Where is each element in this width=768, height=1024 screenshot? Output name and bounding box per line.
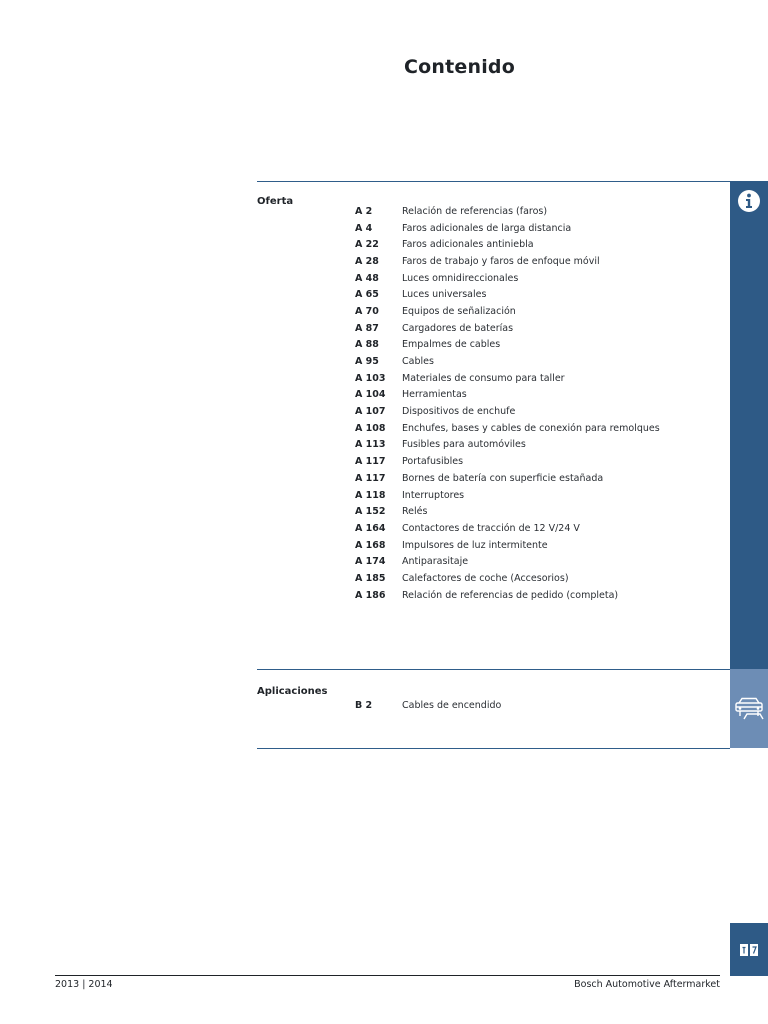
footer-brand: Bosch Automotive Aftermarket [574,979,720,990]
toc-entry[interactable] [355,286,660,303]
toc-entry[interactable] [355,387,660,404]
toc-entry-page-ref: A 168 [355,539,386,551]
side-tab-aplicaciones[interactable] [730,669,768,748]
section-divider [257,748,730,749]
toc-entry-title: Dispositivos de enchufe [402,406,516,418]
toc-entry-title: Relación de referencias (faros) [402,205,548,217]
toc-entry-title: Herramientas [402,389,467,401]
toc-entry[interactable] [355,303,660,320]
toc-entry-title: Cables [402,356,434,368]
toc-entry-page-ref: B 2 [355,699,373,711]
toc-entry[interactable] [355,353,660,370]
toc-entry-page-ref: A 22 [355,239,379,251]
toc-entry-title: Relación de referencias de pedido (completa) [402,589,619,601]
toc-entry[interactable] [355,203,660,220]
toc-entry[interactable] [355,587,660,604]
toc-entry[interactable] [355,503,660,520]
toc-entry[interactable] [355,470,660,487]
toc-entry-page-ref: A 152 [355,506,386,518]
book-icon [739,943,759,957]
toc-entry-page-ref: A 95 [355,356,379,368]
toc-entry-page-ref: A 4 [355,222,373,234]
toc-entry[interactable] [355,537,660,554]
toc-entry-title: Calefactores de coche (Accesorios) [402,572,569,584]
toc-entry-page-ref: A 185 [355,572,386,584]
toc-entry-page-ref: A 107 [355,406,386,418]
toc-entry-title: Cables de encendido [402,699,502,711]
toc-entry-title: Luces universales [402,289,487,301]
toc-entry[interactable] [355,553,660,570]
toc-entry[interactable] [355,520,660,537]
toc-entry-title: Interruptores [402,489,465,501]
toc-entry[interactable] [355,487,660,504]
toc-entry-page-ref: A 174 [355,556,386,568]
toc-entry[interactable] [355,420,660,437]
toc-entry-title: Bornes de batería con superficie estañada [402,472,604,484]
section-divider [257,181,730,182]
toc-entry-title: Equipos de señalización [402,305,516,317]
toc-entry[interactable] [355,697,501,714]
section-label-aplicaciones: Aplicaciones [257,686,328,697]
toc-entry-page-ref: A 2 [355,205,373,217]
toc-entry[interactable] [355,320,660,337]
toc-entry-page-ref: A 48 [355,272,379,284]
side-tab-index[interactable] [730,923,768,976]
toc-entry[interactable] [355,453,660,470]
toc-entry[interactable] [355,236,660,253]
toc-entry-page-ref: A 104 [355,389,386,401]
section-divider [257,669,730,670]
toc-entry-page-ref: A 108 [355,422,386,434]
toc-entry-page-ref: A 117 [355,472,386,484]
toc-entry-title: Contactores de tracción de 12 V/24 V [402,522,580,534]
toc-entry[interactable] [355,570,660,587]
side-tab-oferta[interactable] [730,181,768,669]
toc-entry-title: Faros adicionales antiniebla [402,239,534,251]
toc-entry-title: Empalmes de cables [402,339,501,351]
aplicaciones-entry-list [355,697,501,714]
toc-entry-page-ref: A 117 [355,456,386,468]
toc-entry-title: Faros adicionales de larga distancia [402,222,572,234]
footer-divider [55,975,720,976]
car-icon [734,697,764,721]
toc-entry[interactable] [355,437,660,454]
toc-entry[interactable] [355,337,660,354]
info-icon [737,189,761,213]
toc-entry-title: Relés [402,506,428,518]
toc-entry[interactable] [355,253,660,270]
toc-entry-title: Luces omnidireccionales [402,272,519,284]
toc-entry-title: Faros de trabajo y faros de enfoque móvil [402,255,600,267]
toc-entry-page-ref: A 70 [355,305,379,317]
toc-entry-page-ref: A 28 [355,255,379,267]
toc-entry[interactable] [355,370,660,387]
toc-entry-page-ref: A 164 [355,522,386,534]
page-title: Contenido [404,56,515,78]
toc-entry-page-ref: A 186 [355,589,386,601]
toc-entry[interactable] [355,403,660,420]
toc-entry-title: Materiales de consumo para taller [402,372,565,384]
toc-entry-page-ref: A 88 [355,339,379,351]
toc-entry-title: Portafusibles [402,456,464,468]
toc-entry-title: Antiparasitaje [402,556,469,568]
toc-entry[interactable] [355,220,660,237]
toc-entry-page-ref: A 118 [355,489,386,501]
section-label-oferta: Oferta [257,196,294,207]
toc-entry-title: Cargadores de baterías [402,322,514,334]
toc-entry-page-ref: A 113 [355,439,386,451]
footer-years: 2013 | 2014 [55,979,113,990]
toc-entry-page-ref: A 65 [355,289,379,301]
toc-entry-title: Impulsores de luz intermitente [402,539,548,551]
toc-entry-title: Fusibles para automóviles [402,439,526,451]
toc-entry-page-ref: A 87 [355,322,379,334]
toc-entry-page-ref: A 103 [355,372,386,384]
oferta-entry-list [355,203,660,604]
toc-entry-title: Enchufes, bases y cables de conexión para remolques [402,422,660,434]
toc-entry[interactable] [355,270,660,287]
